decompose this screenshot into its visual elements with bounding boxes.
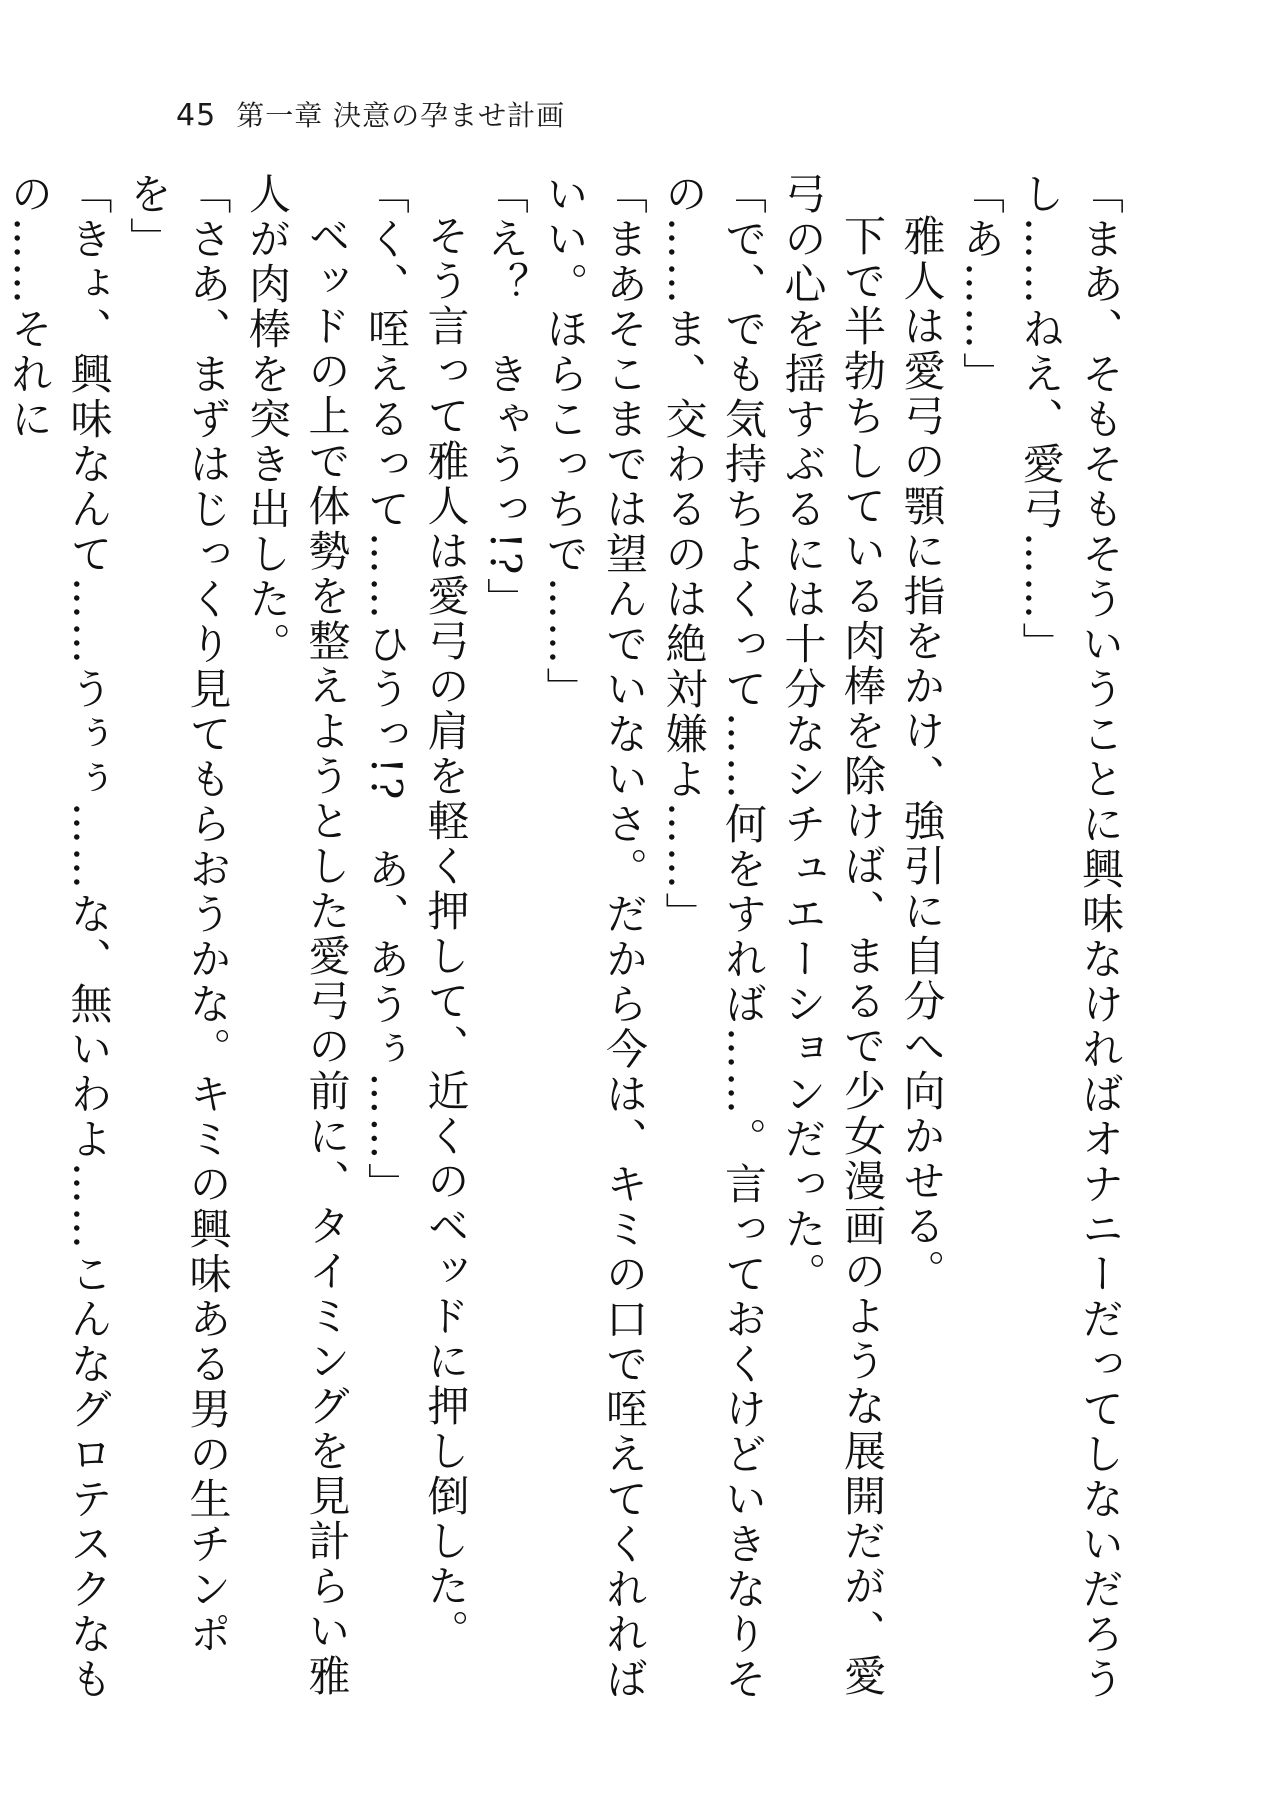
paragraph: 下で半勃ちしている肉棒を除けば、まるで少女漫画のような展開だが、愛弓の心を揺すぶるには十分なシチュエーションだった。 xyxy=(778,172,887,1699)
paragraph: 「まあそこまでは望んでいないさ。だから今は、キミの口で咥えてくれればいい。ほらこっちで……」 xyxy=(540,172,649,1702)
paragraph: 「え？ きゃうっ!?」 xyxy=(481,172,530,623)
running-header xyxy=(176,94,565,134)
paragraph: 雅人は愛弓の顎に指をかけ、強引に自分へ向かせる。 xyxy=(897,214,947,1294)
paragraph: 「で、でも気持ちよくって……何をすれば……。言っておくけどいきなりその……ま、交わるのは絶対嫌よ……」 xyxy=(659,172,768,1702)
paragraph: そう言って雅人は愛弓の肩を軽く押して、近くのベッドに押し倒した。 xyxy=(421,214,471,1654)
paragraph: ベッドの上で体勢を整えようとした愛弓の前に、タイミングを見計らい雅人が肉棒を突き出した。 xyxy=(243,172,352,1699)
paragraph: 「く、咥えるって……ひうっ!? あ、あうぅ……」 xyxy=(362,172,411,1208)
vertical-body-text xyxy=(5,172,1130,1702)
paragraph: 「あ……」 xyxy=(957,172,1006,397)
paragraph: 「さあ、まずはじっくり見てもらおうかな。キミの興味ある男の生チンポを」 xyxy=(124,172,233,1657)
chapter-title: 第一章 決意の孕ませ計画 xyxy=(236,99,566,132)
paragraph: 「きょ、興味なんて……うぅぅ……な、無いわよ……こんなグロテスクなもの……それに xyxy=(5,172,114,1702)
page-number: 45 xyxy=(176,98,217,133)
paragraph: 「まあ、そもそもそういうことに興味なければオナニーだってしないだろうし……ねえ、愛弓……」 xyxy=(1016,172,1125,1702)
